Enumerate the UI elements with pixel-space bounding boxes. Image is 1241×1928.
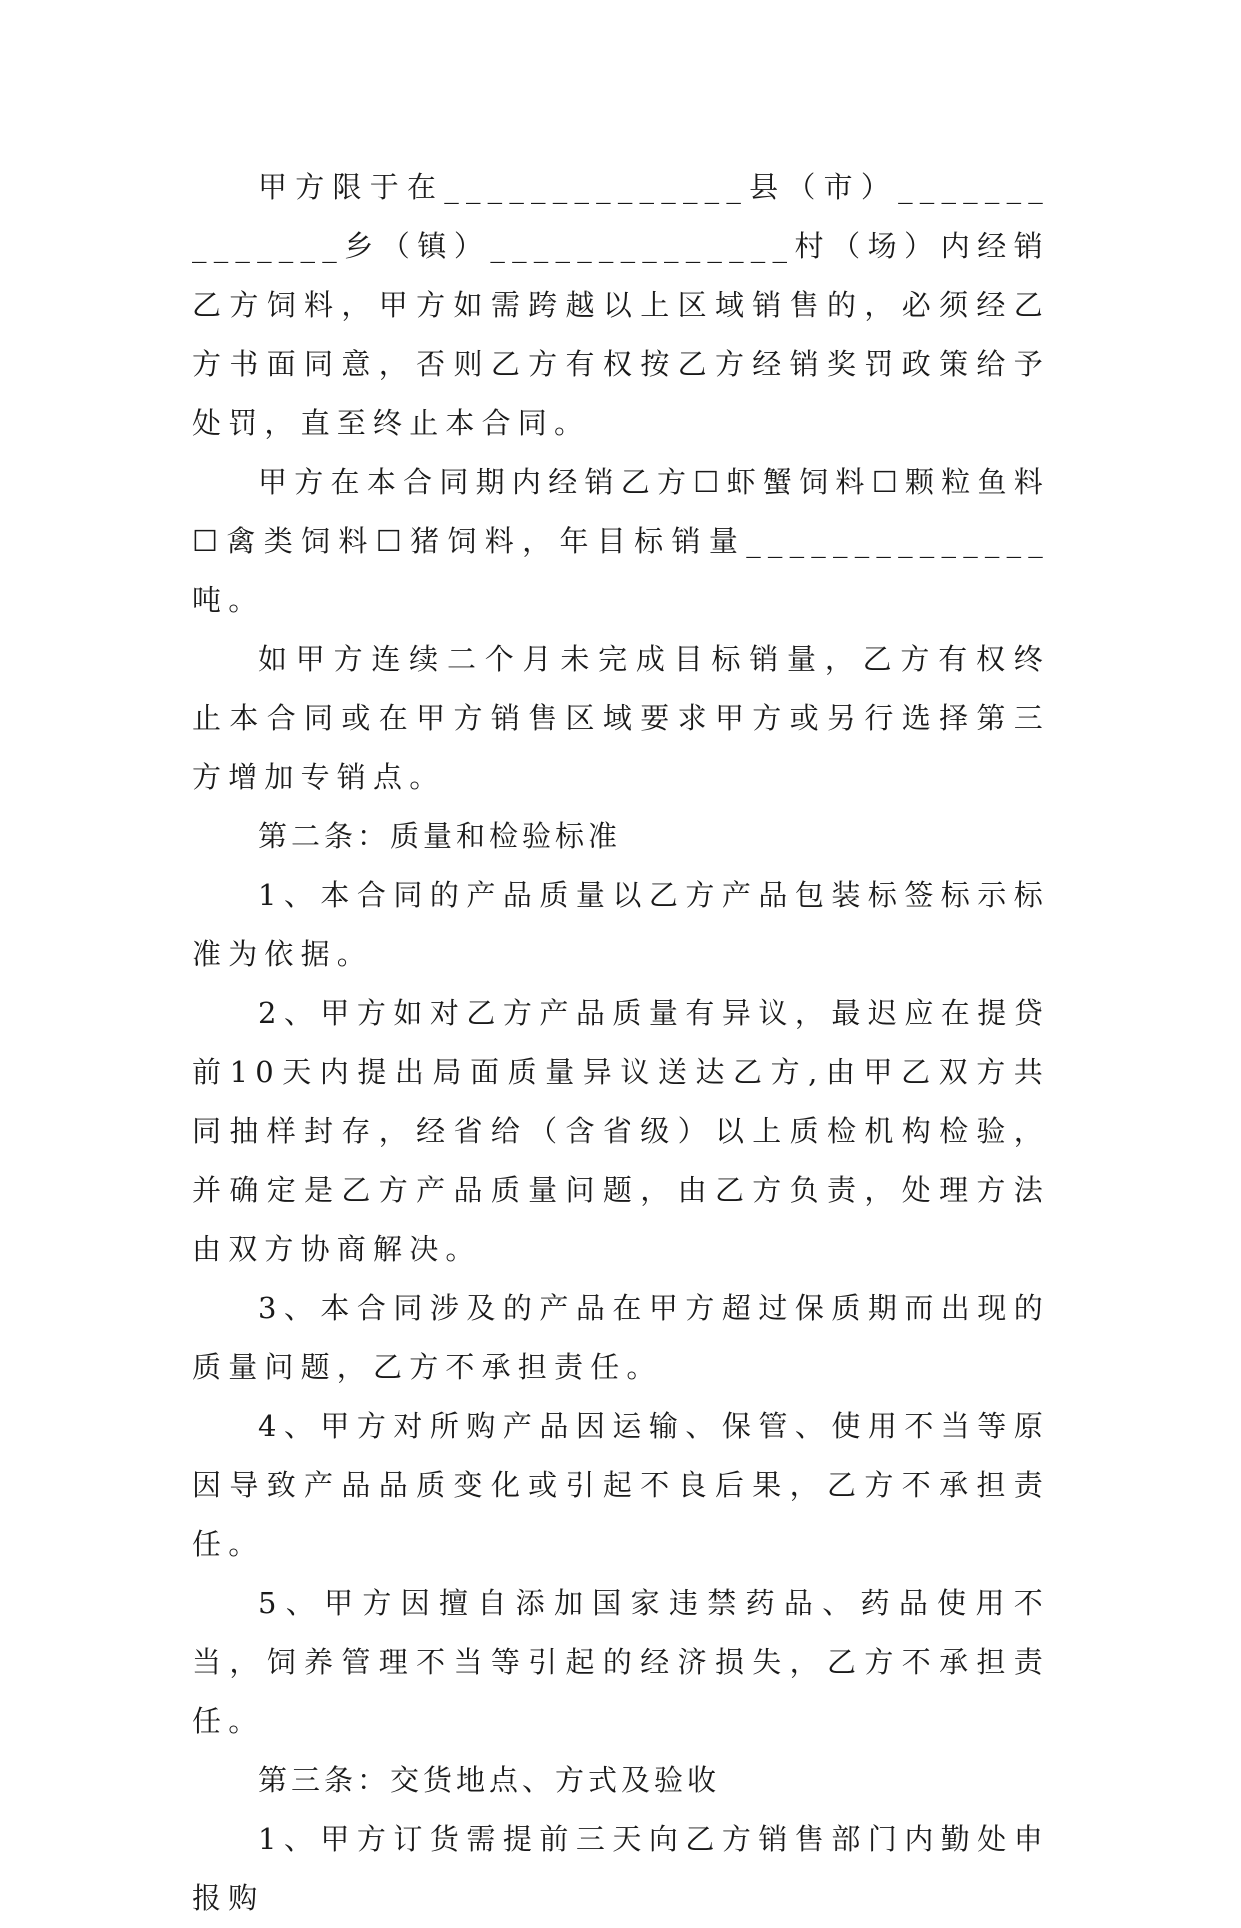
paragraph-sales-region: 甲方限于在______________县（市）______________乡（镇）______________村（场）内经销乙方饲料，甲方如需跨越以上区域销售的，必须经乙方书面同意，否则乙方有权按乙方经销奖罚政策给予处罚，直至终止本合同。	[192, 170, 1050, 440]
clause-quality-2: 2、甲方如对乙方产品质量有异议，最迟应在提贷前10天内提出局面质量异议送达乙方,由甲乙双方共同抽样封存，经省给（含省级）以上质检机构检验，并确定是乙方产品质量问题，由乙方负责，处理方法由双方协商解决。	[192, 996, 1050, 1266]
section-heading-quality: 第二条：质量和检验标准	[258, 819, 622, 853]
clause-quality-3: 3、本合同涉及的产品在甲方超过保质期而出现的质量问题，乙方不承担责任。	[192, 1291, 1050, 1384]
clause-delivery-1: 1、甲方订货需提前三天向乙方销售部门内勤处申报购	[192, 1822, 1050, 1915]
paragraph-termination: 如甲方连续二个月未完成目标销量，乙方有权终止本合同或在甲方销售区域要求甲方或另行选择第三方增加专销点。	[192, 642, 1050, 794]
paragraph-sales-target: 甲方在本合同期内经销乙方☐虾蟹饲料☐颗粒鱼料☐禽类饲料☐猪饲料，年目标销量______________吨。	[192, 465, 1050, 617]
clause-quality-5: 5、甲方因擅自添加国家违禁药品、药品使用不当，饲养管理不当等引起的经济损失，乙方不承担责任。	[192, 1586, 1050, 1738]
document-page	[192, 158, 1050, 1928]
section-heading-delivery: 第三条：交货地点、方式及验收	[258, 1763, 721, 1797]
clause-quality-1: 1、本合同的产品质量以乙方产品包装标签标示标准为依据。	[192, 878, 1050, 971]
clause-quality-4: 4、甲方对所购产品因运输、保管、使用不当等原因导致产品品质变化或引起不良后果，乙方不承担责任。	[192, 1409, 1050, 1561]
